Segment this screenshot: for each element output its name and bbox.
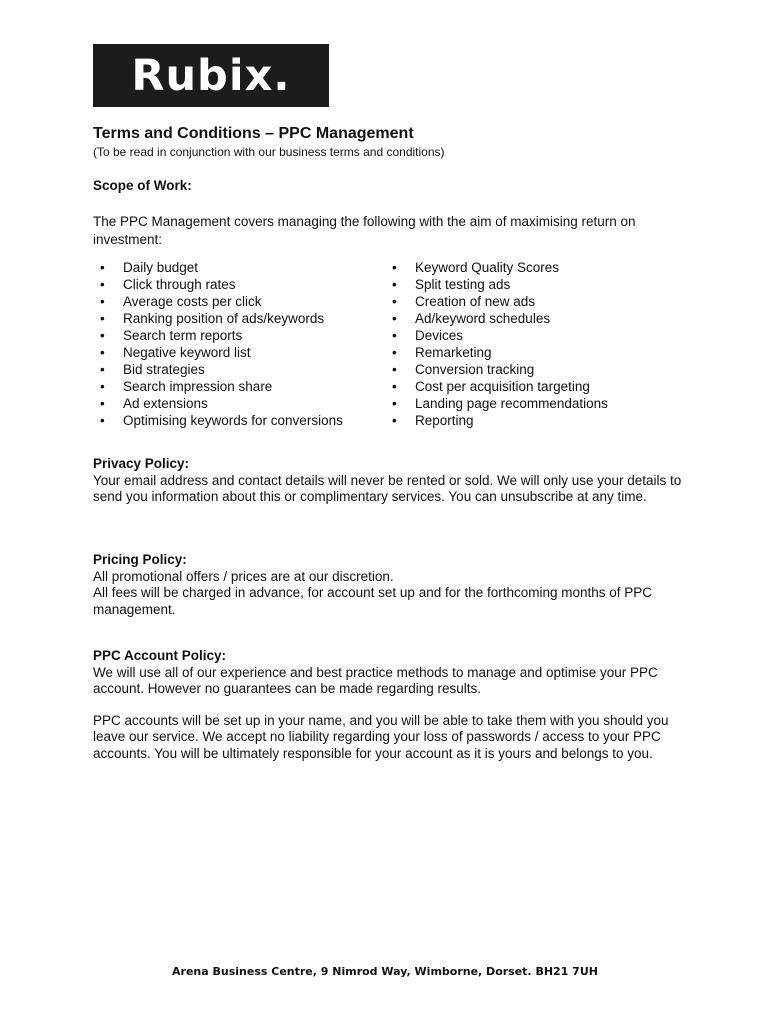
list-item: • Remarketing: [385, 344, 608, 361]
list-item: • Devices: [385, 327, 608, 344]
list-item: • Ad/keyword schedules: [385, 310, 608, 327]
list-item: • Cost per acquisition targeting: [385, 378, 608, 395]
list-item: • Search impression share: [93, 378, 343, 395]
list-item: • Keyword Quality Scores: [385, 259, 608, 276]
account-para-2: PPC accounts will be set up in your name, and you will be able to take them with you should you leave our service. We accept no liability regarding your loss of passwords / access to your PPC accounts. You will be ultimately responsible for your account as it is yours and belongs to you.: [93, 712, 669, 761]
list-item: • Ranking position of ads/keywords: [93, 310, 343, 327]
list-item: • Split testing ads: [385, 276, 608, 293]
page-title: Terms and Conditions – PPC Management: [93, 125, 414, 142]
list-item: • Conversion tracking: [385, 361, 608, 378]
account-section: [93, 648, 693, 762]
account-para-1: We will use all of our experience and best practice methods to manage and optimise your PPC account. However no guarantees can be made regarding results.: [93, 664, 658, 696]
pricing-section: [93, 552, 693, 618]
list-item: • Negative keyword list: [93, 344, 343, 361]
list-item: • Landing page recommendations: [385, 395, 608, 412]
logo-text: Rubix.: [131, 50, 291, 101]
list-item: • Average costs per click: [93, 293, 343, 310]
list-item: • Reporting: [385, 412, 608, 429]
list-item: • Ad extensions: [93, 395, 343, 412]
privacy-section: [93, 456, 693, 506]
pricing-heading: Pricing Policy:: [93, 552, 187, 567]
pricing-line-2: All fees will be charged in advance, for account set up and for the forthcoming months of PPC management.: [93, 585, 653, 617]
footer-address: Arena Business Centre, 9 Nimrod Way, Wimborne, Dorset. BH21 7UH: [172, 965, 598, 978]
scope-list-left: [93, 259, 343, 429]
account-heading: PPC Account Policy:: [93, 648, 227, 663]
page-subtitle: (To be read in conjunction with our business terms and conditions): [93, 145, 445, 159]
list-item: • Click through rates: [93, 276, 343, 293]
list-item: • Bid strategies: [93, 361, 343, 378]
pricing-line-1: All promotional offers / prices are at our discretion.: [93, 568, 394, 584]
privacy-heading: Privacy Policy:: [93, 456, 190, 471]
scope-heading: Scope of Work:: [93, 178, 192, 193]
list-item: • Optimising keywords for conversions: [93, 412, 343, 429]
list-item: • Daily budget: [93, 259, 343, 276]
scope-intro: The PPC Management covers managing the following with the aim of maximising return on investment:: [93, 214, 636, 247]
scope-list-right: [385, 259, 608, 429]
list-item: • Creation of new ads: [385, 293, 608, 310]
list-item: • Search term reports: [93, 327, 343, 344]
company-logo: [93, 44, 329, 107]
privacy-body: Your email address and contact details will never be rented or sold. We will only use your details to send you information about this or complimentary services. You can unsubscribe at any time.: [93, 472, 682, 504]
